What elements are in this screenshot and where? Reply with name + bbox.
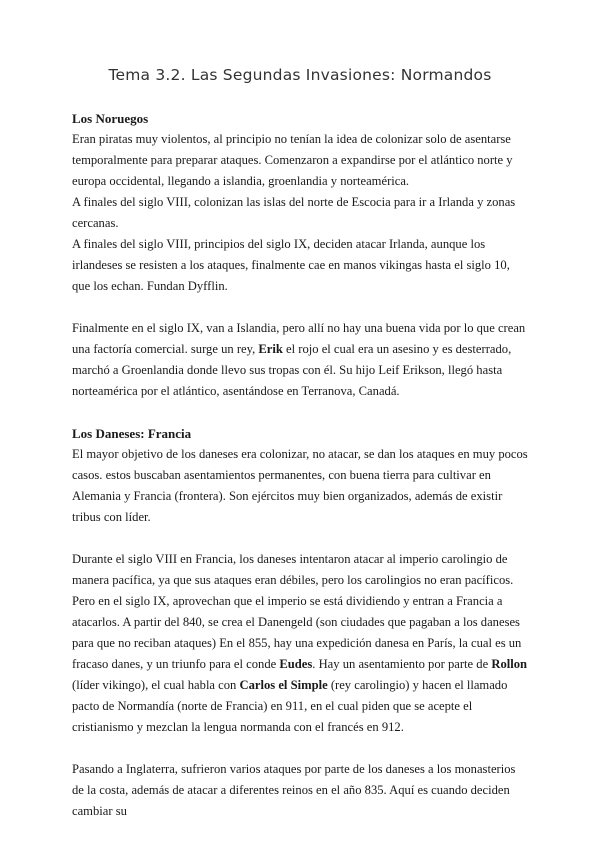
paragraph-gap — [72, 738, 528, 759]
paragraph: Pasando a Inglaterra, sufrieron varios ataques por parte de los daneses a los monasterios de la costa, además de atacar a diferentes reinos en el año 835. Aquí es cuando deciden cambiar su — [72, 762, 516, 818]
section-heading-daneses: Los Daneses: Francia — [72, 426, 192, 441]
paragraph: A finales del siglo VIII, principios del siglo IX, deciden atacar Irlanda, aunque los irlandeses se resisten a los ataques, finalmente cae en manos vikingas hasta el siglo 10, que los echan. Fundan Dyfflin. — [72, 237, 510, 293]
text-run: Finalmente en el siglo IX, van a Islandia, pero allí no hay una buena vida por lo que crean una factoría comercial. surge un rey, — [72, 321, 526, 356]
section-heading-noruegos: Los Noruegos — [72, 111, 149, 126]
bold-name-erik: Erik — [258, 342, 283, 356]
paragraph: Durante el siglo VIII en Francia, los daneses intentaron atacar al imperio carolingio de manera pacífica, ya que sus ataques eran débiles, pero los carolingios no eran pacíficos. — [72, 552, 514, 587]
text-run: el rojo el cual era un asesino y es desterrado, marchó a Groenlandia donde llevo sus tropas con él. Su hijo Leif Erikson, llegó hasta norteamérica por el atlántico, asentándose en Terranova, Canadá. — [72, 342, 512, 398]
paragraph: Eran piratas muy violentos, al principio no tenían la idea de colonizar solo de asentarse temporalmente para preparar ataques. Comenzaron a expandirse por el atlántico norte y europa occidental, llegando a islandia, groenlandia y norteamérica. — [72, 132, 513, 188]
page-title: Tema 3.2. Las Segundas Invasiones: Normandos — [108, 66, 492, 84]
paragraph: El mayor objetivo de los daneses era colonizar, no atacar, se dan los ataques en muy pocos casos. estos buscaban asentamientos permanentes, con buena tierra para cultivar en Alemania y Francia (frontera). Son ejércitos muy bien organizados, además de existir tribus con líder. — [72, 447, 528, 524]
bold-name-carlos: Carlos el Simple — [239, 678, 328, 692]
paragraph-gap — [72, 402, 528, 423]
bold-name-eudes: Eudes — [279, 657, 313, 671]
paragraph: A finales del siglo VIII, colonizan las islas del norte de Escocia para ir a Irlanda y zonas cercanas. — [72, 195, 516, 230]
text-run: (líder vikingo), el cual habla con — [72, 678, 240, 692]
paragraph — [72, 591, 528, 738]
bold-name-rollon: Rollon — [491, 657, 528, 671]
text-run: (rey carolingio) y hacen el llamado pacto de Normandía (norte de Francia) en 911, en el cual piden que se acepte el cristianismo y mezclan la lengua normanda con el francés en 912. — [72, 678, 508, 734]
text-run: . Hay un asentamiento por parte de — [312, 657, 492, 671]
text-run: Pero en el siglo IX, aprovechan que el imperio se está dividiendo y entran a Francia a atacarlos. A partir del 840, se crea el Danengeld (son ciudades que pagaban a los daneses para que no reciban ataques) En el 855, hay una expedición danesa en París, la cual es un fracaso danes, y un triunfo para el conde — [72, 594, 522, 671]
paragraph-gap — [72, 297, 528, 318]
paragraph — [72, 318, 528, 402]
paragraph-gap — [72, 528, 528, 549]
